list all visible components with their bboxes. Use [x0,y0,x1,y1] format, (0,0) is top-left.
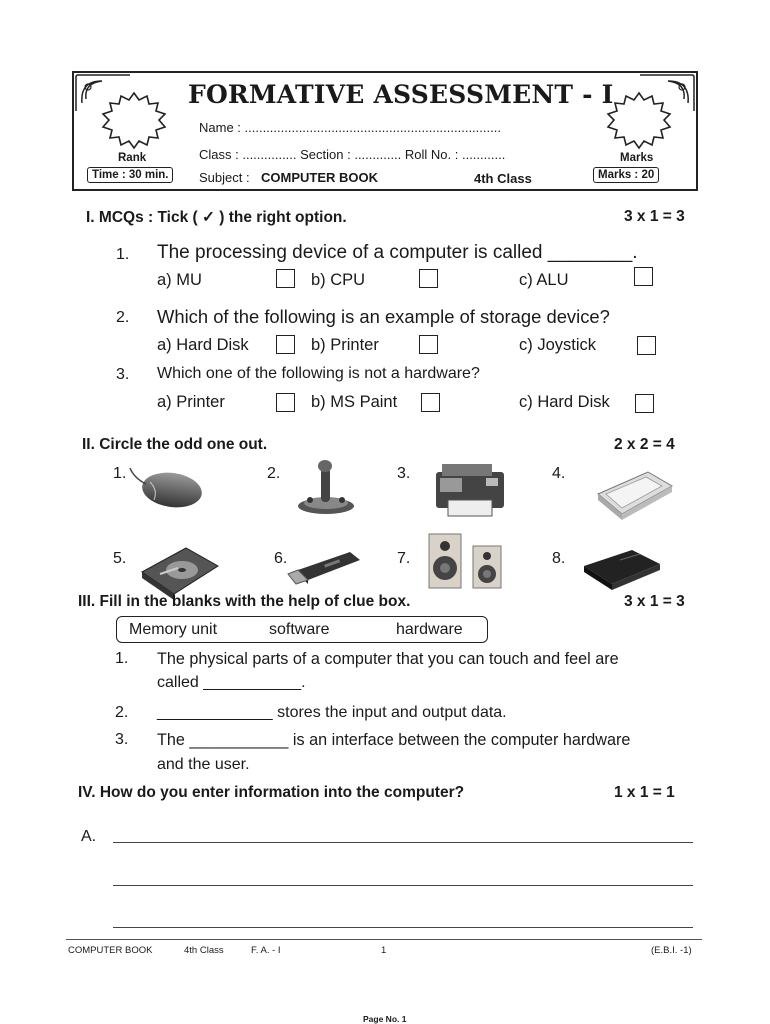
section-3-heading: III. Fill in the blanks with the help of clue box. [78,593,411,610]
class-section-roll-field[interactable]: Class : ............... Section : ............. Roll No. : ............ [199,147,506,162]
footer-book: COMPUTER BOOK [68,945,153,956]
printer-icon[interactable] [428,460,512,520]
subject-value: COMPUTER BOOK [261,170,378,185]
q1-text: The processing device of a computer is called ________. [157,242,638,263]
q1-option-b: b) CPU [311,271,366,289]
q3-number: 3. [116,366,130,383]
q1-number: 1. [116,246,130,263]
q1-option-b-checkbox[interactable] [419,269,438,288]
item-6-number: 6. [274,550,288,567]
fill-q1-line2[interactable]: called ___________. [157,674,306,691]
footer-class: 4th Class [184,945,224,956]
clue-3: hardware [396,621,463,638]
footer-divider [66,939,702,940]
q3-option-c-checkbox[interactable] [635,394,654,413]
fill-q1-line1: The physical parts of a computer that you can touch and feel are [157,650,619,668]
q3-option-c: c) Hard Disk [519,393,610,411]
q3-text: Which one of the following is not a hardware? [157,365,480,382]
speakers-icon[interactable] [425,532,509,592]
section-2-score: 2 x 2 = 4 [614,436,675,453]
item-4-number: 4. [552,465,566,482]
q2-number: 2. [116,309,130,326]
q2-option-a-checkbox[interactable] [276,335,295,354]
dvd-writer-icon[interactable] [580,540,664,600]
section-1-score: 3 x 1 = 3 [624,208,685,225]
q1-option-a: a) MU [157,271,202,289]
answer-line-3[interactable] [113,927,693,928]
fill-q2-line1[interactable]: _____________ stores the input and output data. [157,704,507,721]
item-7-number: 7. [397,550,411,567]
fill-q3-line1[interactable]: The ___________ is an interface between the computer hardware [157,731,631,749]
section-1-heading: I. MCQs : Tick ( ✓ ) the right option. [86,209,347,226]
q2-option-b: b) Printer [311,336,379,354]
page-title: FORMATIVE ASSESSMENT - I [188,80,614,109]
page-number: Page No. 1 [363,1014,407,1024]
section-4-score: 1 x 1 = 1 [614,784,675,801]
fill-q1-number: 1. [115,650,129,667]
footer-fa: F. A. - I [251,945,281,956]
q1-option-c: c) ALU [519,271,569,289]
answer-label: A. [81,828,97,845]
time-badge: Time : 30 min. [87,167,173,183]
clue-1: Memory unit [129,621,218,638]
scanner-icon[interactable] [592,464,676,524]
fill-q2-number: 2. [115,704,129,721]
joystick-icon[interactable] [284,456,368,516]
section-4-heading: IV. How do you enter information into the computer? [78,784,465,801]
q2-text: Which of the following is an example of storage device? [157,306,610,327]
q3-option-b-checkbox[interactable] [421,393,440,412]
q2-option-c-checkbox[interactable] [637,336,656,355]
fill-q3-number: 3. [115,731,129,748]
q1-option-c-checkbox[interactable] [634,267,653,286]
q1-option-a-checkbox[interactable] [276,269,295,288]
item-5-number: 5. [113,550,127,567]
class-name: 4th Class [474,171,532,186]
q2-option-b-checkbox[interactable] [419,335,438,354]
pen-drive-icon[interactable] [284,540,368,600]
item-1-number: 1. [113,465,127,482]
rank-label: Rank [118,152,147,164]
marks-badge: Marks : 20 [593,167,659,183]
item-2-number: 2. [267,465,281,482]
name-field[interactable]: Name : ....................................................................... [199,120,501,135]
mouse-icon[interactable] [128,460,212,520]
footer-code: (E.B.I. -1) [651,945,692,956]
fill-q3-line2: and the user. [157,756,250,773]
q2-option-c: c) Joystick [519,336,597,354]
rank-seal-icon [93,90,175,152]
q3-option-a: a) Printer [157,393,225,411]
section-2-heading: II. Circle the odd one out. [82,436,268,453]
subject-label: Subject : [199,170,250,185]
q3-option-a-checkbox[interactable] [276,393,295,412]
clue-2: software [269,621,330,638]
marks-label: Marks [620,152,654,164]
answer-line-1[interactable] [113,842,693,843]
item-8-number: 8. [552,550,566,567]
item-3-number: 3. [397,465,411,482]
answer-line-2[interactable] [113,885,693,886]
q2-option-a: a) Hard Disk [157,336,249,354]
q3-option-b: b) MS Paint [311,393,398,411]
footer-page: 1 [381,945,387,956]
section-3-score: 3 x 1 = 3 [624,593,685,610]
